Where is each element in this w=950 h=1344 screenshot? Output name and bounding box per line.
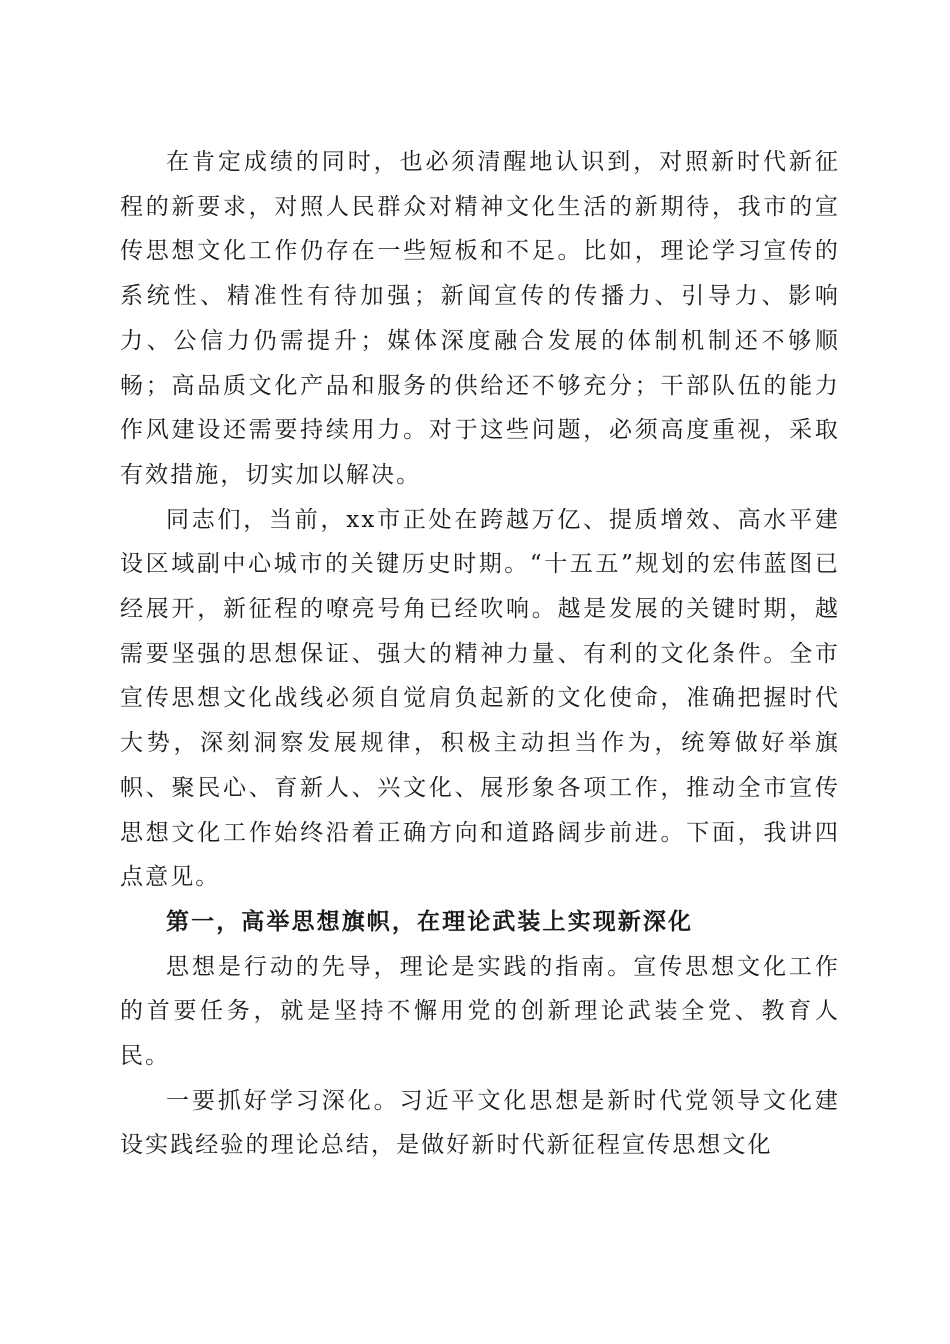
section-heading-first: 第一，高举思想旗帜，在理论武装上实现新深化 — [166, 908, 694, 935]
document-body — [120, 140, 840, 1168]
paragraph-current-situation: 同志们，当前，xx市正处在跨越万亿、提质增效、高水平建设区域副中心城市的关键历史时期。“十五五”规划的宏伟蓝图已经展开，新征程的嘹亮号角已经吹响。越是发展的关键时期，越需要坚强的思想保证、强大的精神力量、有利的文化条件。全市宣传思想文化战线必须自觉肩负起新的文化使命，准确把握时代大势，深刻洞察发展规律，积极主动担当作为，统筹做好举旗帜、聚民心、育新人、兴文化、展形象各项工作，推动全市宣传思想文化工作始终沿着正确方向和道路阔步前进。下面，我讲四点意见。 — [120, 506, 840, 891]
paragraph-shortcomings: 在肯定成绩的同时，也必须清醒地认识到，对照新时代新征程的新要求，对照人民群众对精神文化生活的新期待，我市的宣传思想文化工作仍存在一些短板和不足。比如，理论学习宣传的系统性、精准性有待加强；新闻宣传的传播力、引导力、影响力、公信力仍需提升；媒体深度融合发展的体制机制还不够顺畅；高品质文化产品和服务的供给还不够充分；干部队伍的能力作风建设还需要持续用力。对于这些问题，必须高度重视，采取有效措施，切实加以解决。 — [120, 149, 840, 488]
paragraph-theory-guide: 思想是行动的先导，理论是实践的指南。宣传思想文化工作的首要任务，就是坚持不懈用党的创新理论武装全党、教育人民。 — [120, 953, 840, 1070]
paragraph-study-deepening: 一要抓好学习深化。习近平文化思想是新时代党领导文化建设实践经验的理论总结，是做好新时代新征程宣传思想文化 — [120, 1087, 840, 1159]
